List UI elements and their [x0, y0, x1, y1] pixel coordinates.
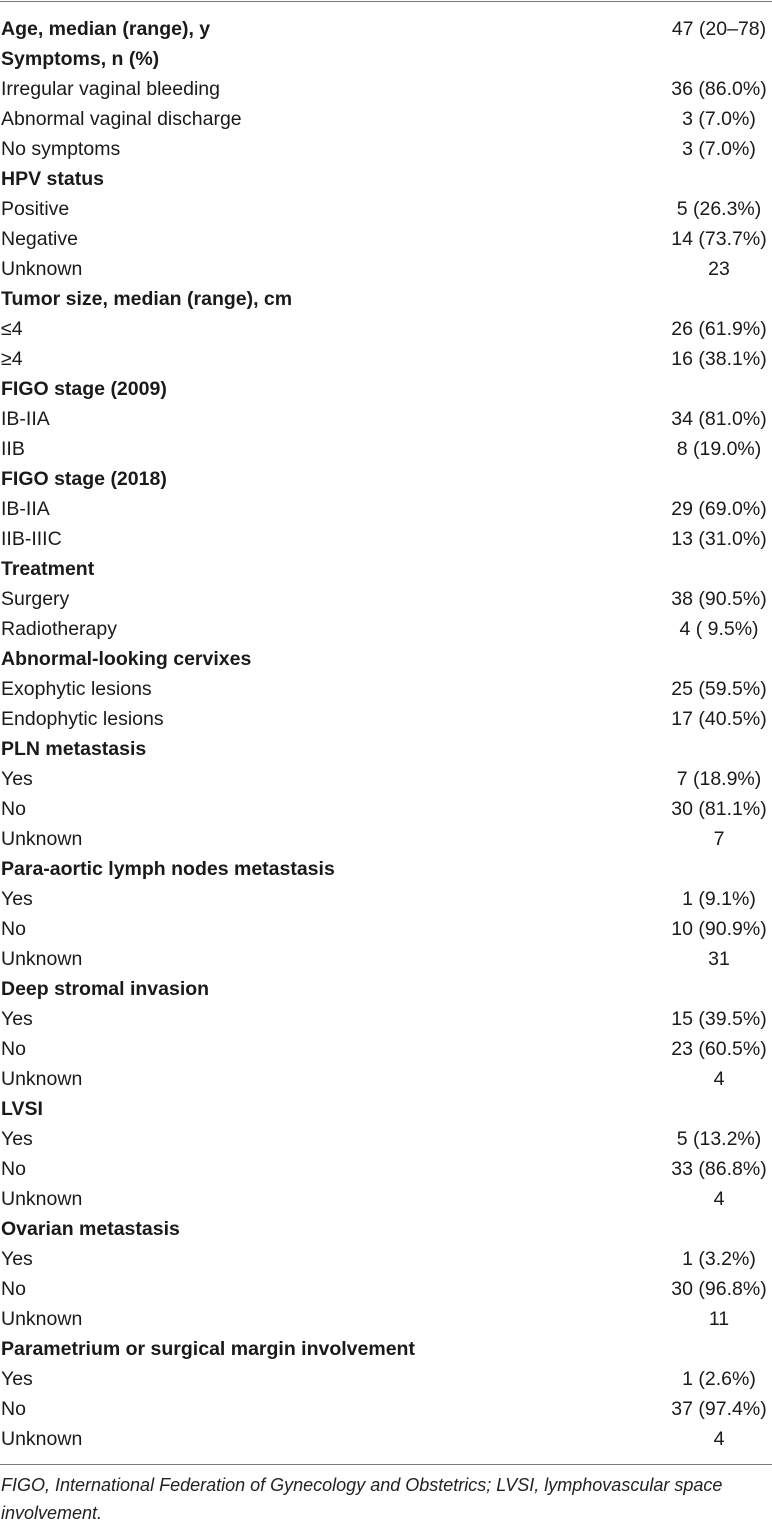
table-section-row	[0, 284, 772, 314]
row-value: 34 (81.0%)	[671, 408, 767, 430]
row-label: Yes	[1, 1368, 33, 1390]
table-row	[0, 614, 772, 644]
row-value: 30 (81.1%)	[671, 798, 767, 820]
section-heading-label: Ovarian metastasis	[1, 1218, 180, 1240]
table-row	[0, 704, 772, 734]
row-value: 4	[713, 1428, 725, 1450]
section-heading-label: Deep stromal invasion	[1, 978, 210, 1000]
row-label: Unknown	[1, 258, 83, 280]
row-label: Negative	[1, 228, 78, 250]
row-value: 37 (97.4%)	[671, 1398, 767, 1420]
section-heading-label: Treatment	[1, 558, 95, 580]
row-label: Yes	[1, 1248, 33, 1270]
row-value: 4 ( 9.5%)	[679, 618, 759, 640]
table-section-row	[0, 1094, 772, 1124]
section-heading-label: FIGO stage (2009)	[1, 378, 167, 400]
table-section-row	[0, 644, 772, 674]
row-label: Unknown	[1, 1428, 83, 1450]
row-value: 1 (2.6%)	[682, 1368, 756, 1390]
section-heading-label: Parametrium or surgical margin involvement	[1, 1338, 415, 1360]
row-label: Positive	[1, 198, 70, 220]
row-label: No	[1, 1158, 26, 1180]
section-heading-label: Symptoms, n (%)	[1, 48, 160, 70]
table-row	[0, 1064, 772, 1094]
row-label: No	[1, 1278, 26, 1300]
table-section-row	[0, 554, 772, 584]
row-value: 26 (61.9%)	[671, 318, 767, 340]
table-top-rule	[0, 1, 772, 2]
table-row	[0, 1394, 772, 1424]
table-row	[0, 224, 772, 254]
row-value: 4	[713, 1188, 725, 1210]
row-label: Unknown	[1, 1188, 83, 1210]
section-heading-label: Tumor size, median (range), cm	[1, 288, 293, 310]
table-row	[0, 434, 772, 464]
row-value: 14 (73.7%)	[671, 228, 767, 250]
table-section-row	[0, 1334, 772, 1364]
row-label: No	[1, 798, 26, 820]
row-label: Radiotherapy	[1, 618, 117, 640]
row-label: IIB	[1, 438, 25, 460]
section-heading-label: Abnormal-looking cervixes	[1, 648, 252, 670]
row-label: Exophytic lesions	[1, 678, 152, 700]
row-value: 16 (38.1%)	[671, 348, 767, 370]
row-value: 10 (90.9%)	[671, 918, 767, 940]
table-row	[0, 584, 772, 614]
row-value: 17 (40.5%)	[671, 708, 767, 730]
row-value: 5 (13.2%)	[676, 1128, 762, 1150]
table-row	[0, 314, 772, 344]
section-heading-label: FIGO stage (2018)	[1, 468, 167, 490]
row-label: Yes	[1, 768, 33, 790]
row-value: 31	[708, 948, 730, 970]
row-value: 38 (90.5%)	[671, 588, 767, 610]
table-footnote: FIGO, International Federation of Gynecology and Obstetrics; LVSI, lymphovascular space involvement.	[1, 1475, 723, 1523]
table-row	[0, 1004, 772, 1034]
row-label: ≥4	[1, 348, 23, 370]
row-value: 5 (26.3%)	[676, 198, 762, 220]
section-heading-label: HPV status	[1, 168, 104, 190]
row-label: Yes	[1, 888, 33, 910]
row-label: Surgery	[1, 588, 70, 610]
table-section-row	[0, 734, 772, 764]
table-section-row	[0, 14, 772, 44]
row-value: 7 (18.9%)	[676, 768, 762, 790]
row-label: IB-IIA	[1, 498, 50, 520]
table-section-row	[0, 854, 772, 884]
row-value: 7	[713, 828, 725, 850]
row-value: 1 (3.2%)	[682, 1248, 756, 1270]
row-label: Abnormal vaginal discharge	[1, 108, 242, 130]
row-value: 8 (19.0%)	[676, 438, 762, 460]
table-row	[0, 1424, 772, 1454]
section-heading-label: Para-aortic lymph nodes metastasis	[1, 858, 335, 880]
row-label: Unknown	[1, 828, 83, 850]
row-label: No	[1, 1038, 26, 1060]
row-label: IIB-IIIC	[1, 528, 62, 550]
row-value: 25 (59.5%)	[671, 678, 767, 700]
row-label: Yes	[1, 1008, 33, 1030]
row-label: Yes	[1, 1128, 33, 1150]
row-label: No	[1, 1398, 26, 1420]
table-row	[0, 1364, 772, 1394]
table-row	[0, 1244, 772, 1274]
table-row	[0, 1154, 772, 1184]
row-label: IB-IIA	[1, 408, 50, 430]
table-row	[0, 674, 772, 704]
row-value: 1 (9.1%)	[682, 888, 756, 910]
row-label: No symptoms	[1, 138, 121, 160]
row-value: 11	[708, 1308, 730, 1330]
table-row	[0, 1274, 772, 1304]
table-row	[0, 104, 772, 134]
section-heading-label: Age, median (range), y	[1, 18, 211, 40]
table-row	[0, 134, 772, 164]
table-section-row	[0, 374, 772, 404]
row-value: 29 (69.0%)	[671, 498, 767, 520]
row-label: Unknown	[1, 1068, 83, 1090]
row-value: 13 (31.0%)	[671, 528, 767, 550]
row-value: 36 (86.0%)	[671, 78, 767, 100]
table-bottom-rule	[0, 1464, 772, 1465]
section-heading-label: PLN metastasis	[1, 738, 147, 760]
section-heading-label: LVSI	[1, 1098, 43, 1120]
table-section-row	[0, 464, 772, 494]
row-value: 23	[708, 258, 730, 280]
table-row	[0, 1304, 772, 1334]
row-label: Endophytic lesions	[1, 708, 164, 730]
table-section-row	[0, 1214, 772, 1244]
row-value: 47 (20–78)	[671, 18, 767, 40]
table-body	[0, 14, 772, 1454]
table-row	[0, 74, 772, 104]
row-label: Unknown	[1, 1308, 83, 1330]
row-label: No	[1, 918, 26, 940]
row-value: 3 (7.0%)	[682, 138, 756, 160]
table-row	[0, 1034, 772, 1064]
table-row	[0, 824, 772, 854]
row-label: Irregular vaginal bleeding	[1, 78, 220, 100]
table-row	[0, 944, 772, 974]
row-value: 30 (96.8%)	[671, 1278, 767, 1300]
row-value: 15 (39.5%)	[671, 1008, 767, 1030]
row-label: ≤4	[1, 318, 23, 340]
table-row	[0, 194, 772, 224]
table-row	[0, 794, 772, 824]
table-row	[0, 1124, 772, 1154]
table-section-row	[0, 44, 772, 74]
row-value: 23 (60.5%)	[671, 1038, 767, 1060]
table-row	[0, 764, 772, 794]
table-row	[0, 884, 772, 914]
row-value: 4	[713, 1068, 725, 1090]
table-row	[0, 494, 772, 524]
row-label: Unknown	[1, 948, 83, 970]
table-section-row	[0, 974, 772, 1004]
row-value: 33 (86.8%)	[671, 1158, 767, 1180]
table-row	[0, 254, 772, 284]
table-row	[0, 914, 772, 944]
row-value: 3 (7.0%)	[682, 108, 756, 130]
table-section-row	[0, 164, 772, 194]
table-row	[0, 1184, 772, 1214]
table-row	[0, 344, 772, 374]
table-row	[0, 404, 772, 434]
table-row	[0, 524, 772, 554]
